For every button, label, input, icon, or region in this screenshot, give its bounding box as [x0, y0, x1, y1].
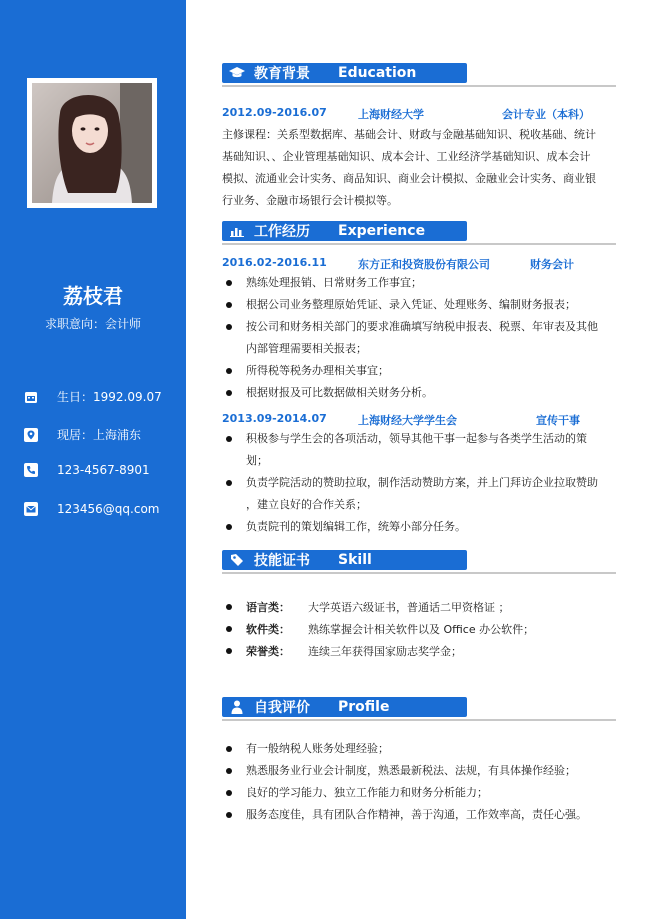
education-period: 2012.09-2016.07 — [222, 106, 327, 119]
experience-title-en: Experience — [338, 223, 426, 239]
list-item-text: 根据财报及可比数据做相关财务分析。 — [246, 386, 433, 399]
phone-text: 123-4567-8901 — [57, 463, 150, 477]
list-item-text: 所得税等税务办理相关事宜； — [246, 364, 389, 377]
skill-divider — [222, 572, 616, 574]
list-item — [222, 516, 618, 538]
birthday-text: 生日：1992.09.07 — [57, 390, 162, 404]
job-duties-list — [222, 272, 618, 404]
education-courses — [222, 124, 618, 212]
education-divider — [222, 85, 616, 87]
skill-row-language — [222, 599, 510, 615]
experience-title-bar — [222, 221, 467, 241]
education-major: 会计专业（本科） — [502, 108, 590, 121]
education-course-line: 行业务、金融市场银行会计模拟等。 — [222, 194, 398, 207]
experience-divider — [222, 243, 616, 245]
list-item — [222, 294, 618, 316]
list-item — [222, 272, 618, 294]
job-org: 东方正和投资股份有限公司 — [358, 258, 490, 271]
education-school: 上海财经大学 — [358, 108, 424, 121]
list-item-text: 内部管理需要相关报表； — [246, 342, 367, 355]
education-title-en: Education — [338, 65, 417, 81]
education-title-bar — [222, 63, 467, 83]
skill-label: 语言类： — [246, 601, 290, 614]
candidate-name: 荔枝君 — [63, 284, 123, 308]
skill-value: 熟练掌握会计相关软件以及 Office 办公软件； — [308, 623, 535, 636]
list-item-text: 积极参与学生会的各项活动，领导其他干事一起参与各类学生活动的策 — [246, 432, 587, 445]
list-item: 有一般纳税人账务处理经验； — [222, 738, 618, 760]
skill-row-honor — [222, 643, 462, 659]
list-item-text: 熟练处理报销、日常财务工作事宜； — [246, 276, 422, 289]
phone-icon — [24, 463, 38, 477]
list-item — [222, 472, 618, 516]
skill-value: 大学英语六级证书，普通话二甲资格证 ； — [308, 601, 510, 614]
list-item — [222, 360, 618, 382]
list-item-text: 按公司和财务相关部门的要求准确填写纳税申报表、税票、年审表及其他 — [246, 320, 598, 333]
profile-divider — [222, 719, 616, 721]
sidebar — [0, 0, 186, 919]
profile-photo — [32, 83, 152, 203]
skill-label: 荣誉类： — [246, 645, 290, 658]
profile-title-en: Profile — [338, 699, 390, 715]
list-item: 服务态度佳，具有团队合作精神，善于沟通，工作效率高，责任心强。 — [222, 804, 618, 826]
bar-chart-icon — [228, 224, 246, 238]
skill-label: 软件类： — [246, 623, 290, 636]
education-section-header — [222, 63, 622, 87]
job-duties-list — [222, 428, 618, 538]
tag-icon — [228, 553, 246, 567]
person-icon — [228, 700, 246, 714]
job-org: 上海财经大学学生会 — [358, 414, 457, 427]
list-item — [222, 428, 618, 472]
education-title-cn: 教育背景 — [254, 66, 310, 82]
list-item: 良好的学习能力、独立工作能力和财务分析能力； — [222, 782, 618, 804]
profile-photo-frame — [27, 78, 157, 208]
skill-title-cn: 技能证书 — [254, 553, 310, 569]
list-item — [222, 382, 618, 404]
profile-title-cn: 自我评价 — [254, 700, 310, 716]
bullet-dot — [226, 604, 232, 610]
list-item-text: ，建立良好的合作关系； — [246, 498, 367, 511]
profile-list — [222, 738, 618, 826]
email-text: 123456@qq.com — [57, 502, 160, 516]
list-item-text: 负责院刊的策划编辑工作，统筹小部分任务。 — [246, 520, 466, 533]
experience-section-header — [222, 221, 622, 245]
graduation-cap-icon — [228, 66, 246, 80]
job-period: 2016.02-2016.11 — [222, 256, 327, 269]
list-item: 熟悉服务业行业会计制度，熟悉最新税法、法规，有具体操作经验； — [222, 760, 618, 782]
location-row — [24, 426, 141, 443]
job-intent: 求职意向：会计师 — [44, 317, 141, 331]
job-period: 2013.09-2014.07 — [222, 412, 327, 425]
list-item-text: 划； — [246, 454, 268, 467]
list-item-text: 负责学院活动的赞助拉取，制作活动赞助方案，并上门拜访企业拉取赞助 — [246, 476, 598, 489]
education-course-line: 模拟、流通业会计实务、商品知识、商业会计模拟、金融业会计实务、商业银 — [222, 172, 596, 185]
profile-section-header — [222, 697, 622, 721]
list-item-text: 根据公司业务整理原始凭证、录入凭证、处理账务、编制财务报表； — [246, 298, 576, 311]
location-icon — [24, 428, 38, 442]
skill-title-en: Skill — [338, 552, 372, 568]
birthday-row — [24, 388, 162, 405]
email-icon — [24, 502, 38, 516]
skill-value: 连续三年获得国家励志奖学金； — [308, 645, 462, 658]
phone-row — [24, 463, 150, 477]
bullet-dot — [226, 626, 232, 632]
profile-title-bar — [222, 697, 467, 717]
education-course-line: 基础知识、、企业管理基础知识、成本会计、工业经济学基础知识、成本会计 — [222, 150, 591, 163]
skill-section-header — [222, 550, 622, 574]
job-role: 财务会计 — [530, 258, 574, 271]
list-item — [222, 316, 618, 360]
experience-title-cn: 工作经历 — [254, 224, 310, 240]
job-role: 宣传干事 — [536, 414, 580, 427]
education-course-line: 主修课程：关系型数据库、基础会计、财政与金融基础知识、税收基础、统计 — [222, 128, 596, 141]
skill-row-software — [222, 621, 534, 637]
skill-title-bar — [222, 550, 467, 570]
bullet-dot — [226, 648, 232, 654]
location-text: 现居：上海浦东 — [57, 428, 142, 442]
email-row — [24, 502, 160, 516]
calendar-icon — [24, 390, 38, 404]
